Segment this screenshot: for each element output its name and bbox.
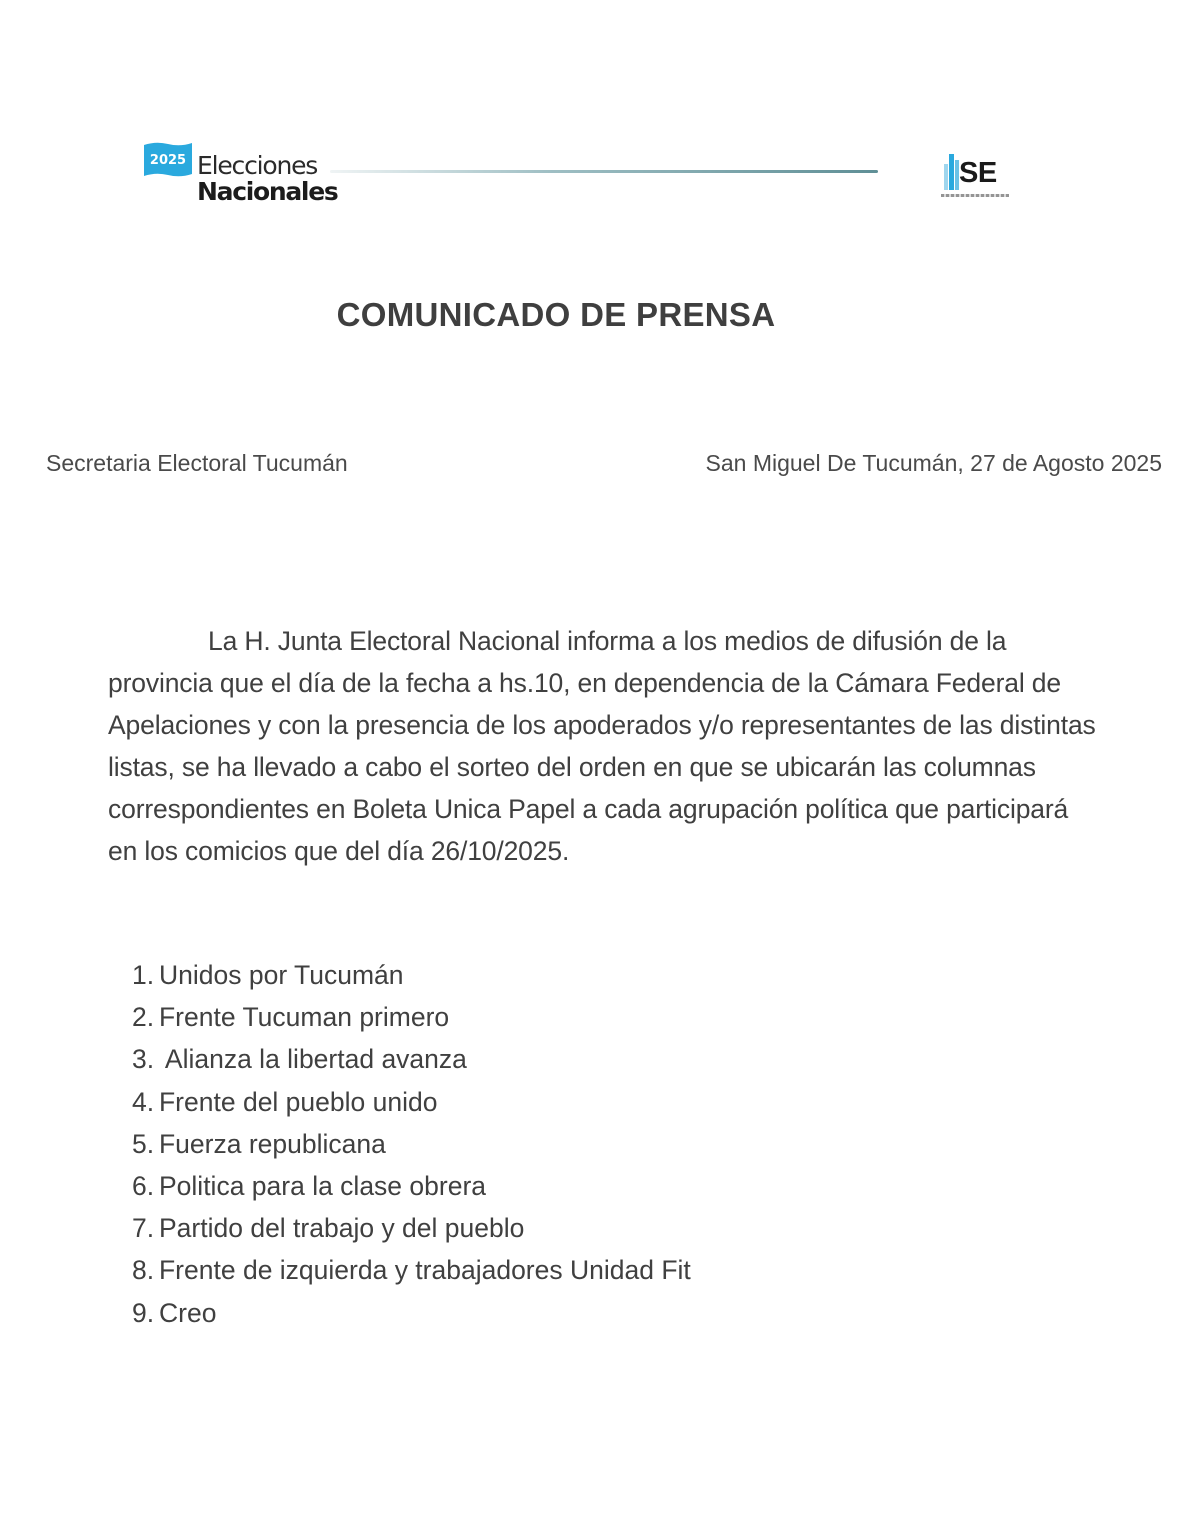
- list-item-text: Frente del pueblo unido: [159, 1086, 438, 1117]
- list-item-number: 6.: [132, 1171, 155, 1202]
- list-item-text: Politica para la clase obrera: [159, 1171, 487, 1202]
- logo-year: 2025: [149, 153, 187, 168]
- header-divider: [330, 170, 878, 173]
- list-item: [132, 1292, 691, 1334]
- document-title: COMUNICADO DE PRENSA: [336, 296, 776, 333]
- list-item: [132, 1123, 691, 1165]
- list-item-text: Frente Tucuman primero: [159, 1002, 450, 1033]
- list-item: [132, 1038, 691, 1080]
- list-item-number: 9.: [132, 1297, 155, 1328]
- se-logo-text: SE: [959, 157, 997, 189]
- list-item-number: 4.: [132, 1086, 155, 1117]
- list-item: [132, 996, 691, 1038]
- list-item: [132, 1249, 691, 1291]
- logo-text-nacionales: Nacionales: [197, 177, 338, 206]
- list-item-number: 2.: [132, 1002, 155, 1033]
- list-item-text: Partido del trabajo y del pueblo: [159, 1213, 525, 1244]
- list-item: [132, 1165, 691, 1207]
- building-bars-icon: [944, 154, 960, 190]
- list-item-text: Unidos por Tucumán: [159, 960, 404, 990]
- list-item-text: Alianza la libertad avanza: [159, 1044, 467, 1075]
- place-date: San Miguel De Tucumán, 27 de Agosto 2025: [705, 450, 1162, 476]
- list-item: [132, 1207, 691, 1249]
- list-item: [132, 1081, 691, 1123]
- party-order-list: [132, 954, 691, 1334]
- list-item-number: 3.: [132, 1044, 155, 1075]
- elecciones-flag-logo-icon: [142, 141, 194, 178]
- list-item-number: 1.: [132, 960, 155, 990]
- logo-text-elecciones: Elecciones: [197, 151, 318, 180]
- list-item-number: 5.: [132, 1128, 155, 1159]
- sender: Secretaria Electoral Tucumán: [46, 450, 348, 476]
- list-item-text: Creo: [159, 1297, 217, 1328]
- body-paragraph: La H. Junta Electoral Nacional informa a los medios de difusión de la provincia que el día de la fecha a hs.10, en dependencia de la Cámara Federal de Apelaciones y con la presencia de los apoderados y/o representantes de las distintas listas, se ha llevado a cabo el sorteo del orden en que se ubicarán las columnas correspondientes en Boleta Unica Papel a cada agrupación política que participará en los comicios que del día 26/10/2025.: [108, 626, 1096, 866]
- list-item-number: 7.: [132, 1213, 155, 1244]
- list-item-number: 8.: [132, 1255, 155, 1286]
- se-logo-subtitle: [941, 194, 1009, 197]
- list-item-text: Frente de izquierda y trabajadores Unidad Fit: [159, 1255, 691, 1286]
- list-item-text: Fuerza republicana: [159, 1128, 386, 1159]
- list-item: [132, 954, 691, 996]
